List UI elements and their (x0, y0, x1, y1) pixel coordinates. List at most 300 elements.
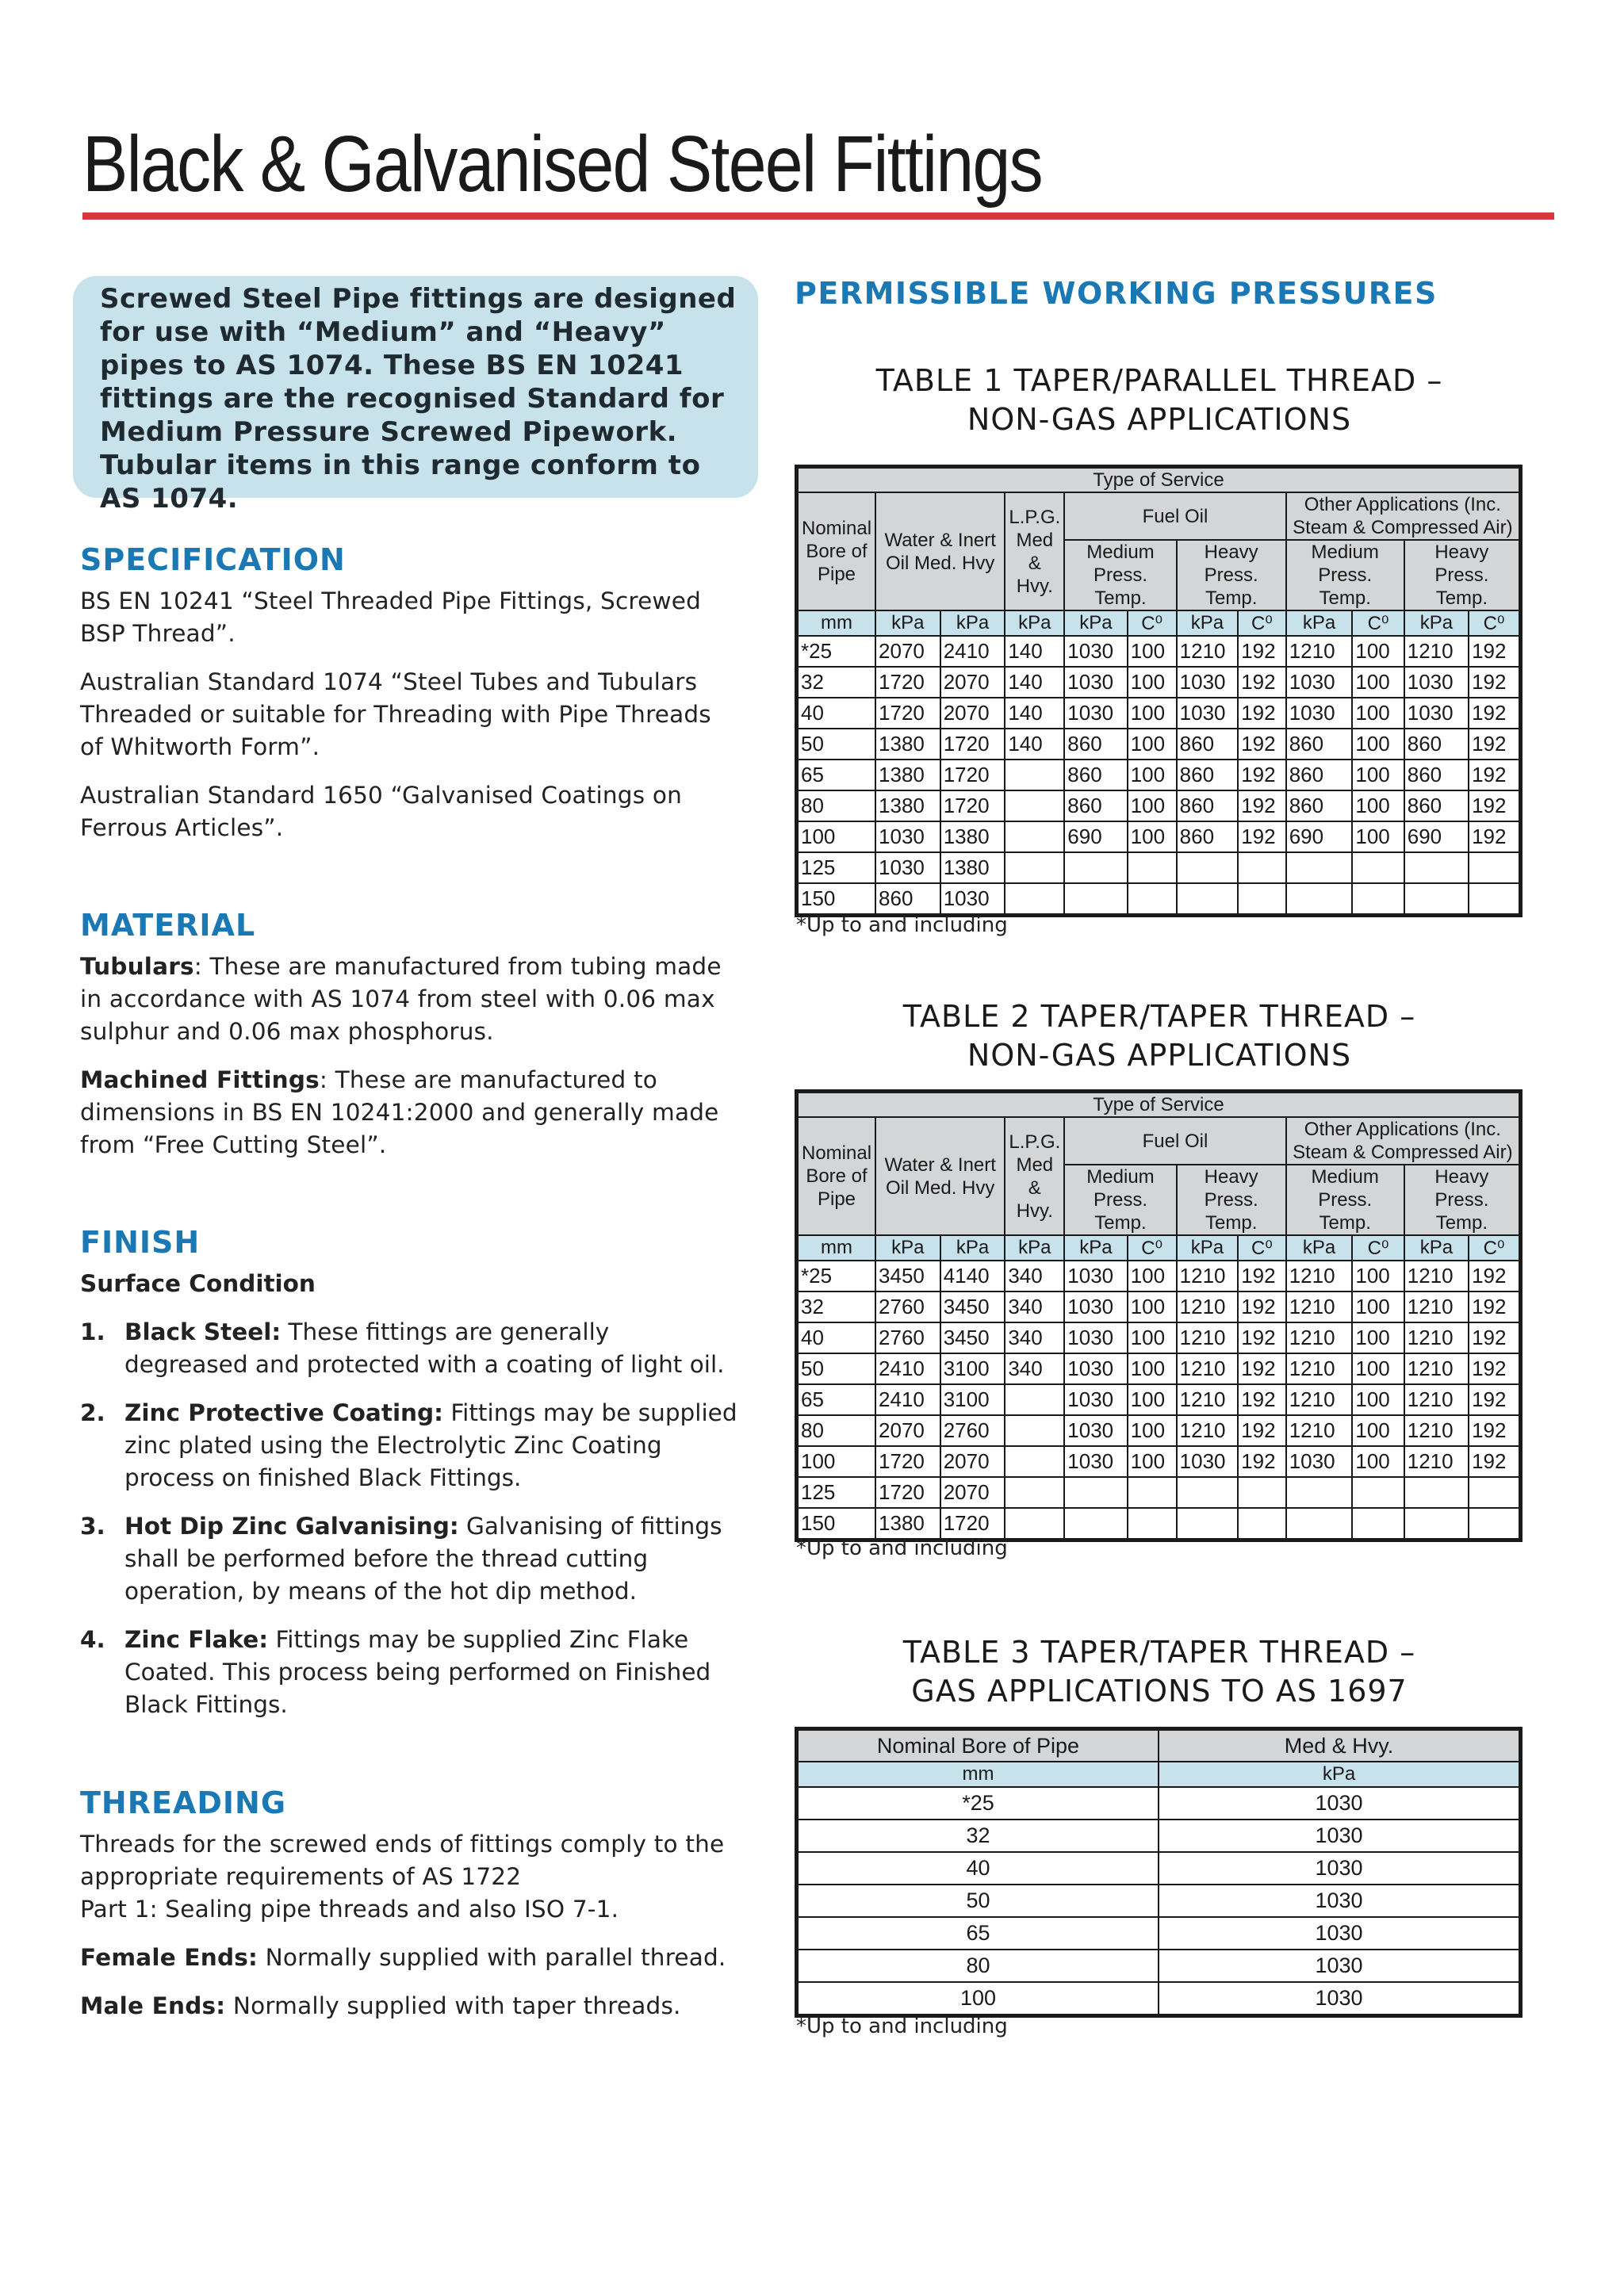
table-cell (1005, 883, 1064, 916)
medium-press-header: Medium Press. Temp. (1064, 540, 1176, 610)
unit-cell: kPa (875, 610, 940, 636)
table-cell: 860 (1286, 790, 1353, 821)
table-row (797, 1950, 1521, 1982)
table-cell: 1030 (1064, 1384, 1127, 1415)
table-cell: 100 (1128, 667, 1177, 698)
finish-text: These fittings are generally degreased and protected with a coating of light oil. (124, 1318, 725, 1378)
material-item (80, 1064, 738, 1161)
table-cell: 1210 (1177, 1322, 1239, 1353)
table-cell: 860 (1064, 760, 1127, 790)
unit-cell: C⁰ (1238, 610, 1286, 636)
table-cell: 125 (797, 852, 876, 883)
table-cell (1005, 1384, 1064, 1415)
table-cell: 2760 (940, 1415, 1005, 1446)
table-cell: 1210 (1286, 1415, 1353, 1446)
pressures-heading: PERMISSIBLE WORKING PRESSURES (795, 276, 1438, 311)
table3-footnote: *Up to and including (796, 2015, 1008, 2038)
finish-item (80, 1624, 738, 1721)
table-cell: 860 (1064, 790, 1127, 821)
table-cell: 340 (1005, 1292, 1064, 1322)
table-cell: 100 (1128, 1261, 1177, 1292)
table-cell: 1030 (1177, 1446, 1239, 1477)
table-row (797, 698, 1521, 729)
table-cell: 1030 (875, 821, 940, 852)
table-cell (1404, 852, 1469, 883)
finish-label: Hot Dip Zinc Galvanising: (124, 1513, 459, 1540)
lpg-header: L.P.G. Med & Hvy. (1005, 492, 1064, 610)
heavy-press-header: Heavy Press. Temp. (1177, 540, 1286, 610)
table-cell: 1210 (1286, 1384, 1353, 1415)
table-row (797, 1415, 1521, 1446)
table-cell: 1210 (1177, 1415, 1239, 1446)
unit-cell: kPa (1286, 1235, 1353, 1261)
table-title-line: GAS APPLICATIONS TO AS 1697 (911, 1674, 1408, 1709)
table-cell (1404, 883, 1469, 916)
heavy-press-header: Heavy Press. Temp. (1404, 540, 1521, 610)
table-cell: 2070 (940, 1446, 1005, 1477)
table-row (797, 883, 1521, 916)
unit-cell: kPa (1064, 610, 1127, 636)
table-cell: 1030 (1064, 636, 1127, 667)
material-section (80, 908, 738, 1177)
nominal-bore-header: Nominal Bore of Pipe (797, 1729, 1159, 1762)
table-cell: 1210 (1177, 636, 1239, 667)
unit-cell: C⁰ (1352, 1235, 1404, 1261)
threading-line: Part 1: Sealing pipe threads and also ISO 7-1. (80, 1896, 619, 1923)
table-cell: 1030 (1064, 1446, 1127, 1477)
table-cell: 2760 (875, 1322, 940, 1353)
table-cell: 1380 (875, 790, 940, 821)
table-cell: 1210 (1286, 636, 1353, 667)
unit-cell: kPa (1005, 1235, 1064, 1261)
table-row (797, 1917, 1521, 1950)
table-cell (1005, 1446, 1064, 1477)
table-cell: 2070 (940, 698, 1005, 729)
fuel-oil-header: Fuel Oil (1064, 1117, 1285, 1165)
threading-paragraph (80, 1828, 738, 1926)
table-cell: 1030 (1177, 667, 1239, 698)
table-cell (1469, 1508, 1520, 1540)
table-cell: 100 (1128, 790, 1177, 821)
table-cell: 1030 (1064, 1353, 1127, 1384)
table-cell (1238, 852, 1286, 883)
table-row (797, 1982, 1521, 2016)
table-cell (1404, 1477, 1469, 1508)
female-ends (80, 1942, 738, 1974)
finish-heading: FINISH (80, 1225, 201, 1260)
table-cell (1064, 1508, 1127, 1540)
medium-press-header: Medium Press. Temp. (1064, 1165, 1176, 1235)
table-row (797, 1508, 1521, 1540)
table-cell: 100 (1352, 1322, 1404, 1353)
table-cell: 1030 (1404, 698, 1469, 729)
unit-cell: C⁰ (1128, 1235, 1177, 1261)
unit-cell: kPa (1404, 1235, 1469, 1261)
table-cell: 100 (1352, 667, 1404, 698)
finish-subheading: Surface Condition (80, 1270, 316, 1297)
table-cell: 1210 (1404, 1292, 1469, 1322)
table-cell: 192 (1469, 760, 1520, 790)
finish-label: Zinc Protective Coating: (124, 1399, 443, 1426)
table-cell: 140 (1005, 698, 1064, 729)
unit-cell: kPa (1177, 610, 1239, 636)
table-cell: 100 (1128, 729, 1177, 760)
table-cell: 1720 (875, 667, 940, 698)
pressure-table-2 (795, 1089, 1522, 1542)
table-cell: 192 (1469, 1415, 1520, 1446)
table-cell: 192 (1469, 1353, 1520, 1384)
table-cell (1064, 852, 1127, 883)
table-cell: 1030 (1159, 1852, 1521, 1885)
table-cell: 192 (1238, 1415, 1286, 1446)
unit-cell: C⁰ (1469, 1235, 1520, 1261)
specification-section (80, 542, 738, 860)
unit-cell: C⁰ (1352, 610, 1404, 636)
table1-footnote: *Up to and including (796, 913, 1008, 937)
table-cell: 3100 (940, 1353, 1005, 1384)
table-cell (1177, 883, 1239, 916)
male-ends-label: Male Ends: (80, 1992, 226, 2019)
table-cell: 1030 (1064, 667, 1127, 698)
table-cell: 1210 (1404, 1322, 1469, 1353)
table-cell: 1210 (1177, 1384, 1239, 1415)
table-cell: 1030 (875, 852, 940, 883)
table-cell: 1030 (1159, 1950, 1521, 1982)
table-cell: 1030 (1159, 1982, 1521, 2016)
table-cell: 1210 (1404, 1353, 1469, 1384)
table-row (797, 1384, 1521, 1415)
fuel-oil-header: Fuel Oil (1064, 492, 1285, 540)
table-title-line: NON-GAS APPLICATIONS (967, 402, 1352, 437)
threading-heading: THREADING (80, 1785, 287, 1820)
table-cell: 1210 (1177, 1261, 1239, 1292)
other-applications-header: Other Applications (Inc. Steam & Compressed Air) (1286, 1117, 1521, 1165)
table-cell: 140 (1005, 636, 1064, 667)
table-cell: 192 (1469, 1292, 1520, 1322)
gas-pressure-table (795, 1727, 1522, 2018)
table-row (797, 790, 1521, 821)
medium-press-header: Medium Press. Temp. (1286, 540, 1404, 610)
item-number: 1. (80, 1318, 105, 1345)
finish-item (80, 1397, 738, 1494)
table-cell: 690 (1404, 821, 1469, 852)
nominal-bore-header: Nominal Bore of Pipe (797, 492, 876, 610)
table-cell: 40 (797, 1322, 876, 1353)
table-cell: 860 (1404, 790, 1469, 821)
table-cell (1064, 1477, 1127, 1508)
table-title-line: NON-GAS APPLICATIONS (967, 1038, 1352, 1073)
unit-cell: kPa (1177, 1235, 1239, 1261)
heavy-press-header: Heavy Press. Temp. (1404, 1165, 1521, 1235)
table-cell: 50 (797, 1885, 1159, 1917)
table-cell: 100 (1128, 636, 1177, 667)
table-cell (1352, 883, 1404, 916)
table-cell: 1720 (940, 760, 1005, 790)
spec-paragraph: BS EN 10241 “Steel Threaded Pipe Fittings, Screwed BSP Thread”. (80, 587, 702, 647)
unit-cell: kPa (1005, 610, 1064, 636)
table-cell: 192 (1238, 1292, 1286, 1322)
table-cell: 2410 (875, 1353, 940, 1384)
table-cell: 100 (797, 1982, 1159, 2016)
table-row (797, 729, 1521, 760)
table-cell: 80 (797, 1950, 1159, 1982)
table-cell: 1380 (875, 1508, 940, 1540)
table-cell: 40 (797, 698, 876, 729)
table-row (797, 1261, 1521, 1292)
table-cell: 860 (1177, 760, 1239, 790)
table-cell: 1720 (875, 698, 940, 729)
table-cell: 65 (797, 1384, 876, 1415)
table-cell (1286, 883, 1353, 916)
specification-heading: SPECIFICATION (80, 542, 346, 577)
table-cell: 1030 (1159, 1820, 1521, 1852)
type-of-service-header: Type of Service (797, 1092, 1521, 1118)
med-hvy-header: Med & Hvy. (1159, 1729, 1521, 1762)
table-cell: 2070 (940, 1477, 1005, 1508)
table-cell: 1030 (1064, 1415, 1127, 1446)
table-cell: 140 (1005, 667, 1064, 698)
table-cell: 150 (797, 1508, 876, 1540)
table-cell (1005, 760, 1064, 790)
table2-title (795, 997, 1524, 1075)
material-label: Machined Fittings (80, 1066, 320, 1093)
units-row (797, 610, 1521, 636)
table-title-line: TABLE 3 TAPER/TAPER THREAD – (902, 1635, 1416, 1670)
table-cell: *25 (797, 1787, 1159, 1820)
table-cell (1128, 852, 1177, 883)
table-row (797, 1292, 1521, 1322)
table-cell (1286, 1477, 1353, 1508)
unit-cell: mm (797, 1762, 1159, 1787)
table-cell: 100 (1128, 760, 1177, 790)
table-cell (1005, 1477, 1064, 1508)
table-cell: 192 (1238, 760, 1286, 790)
table-cell: 100 (1352, 1446, 1404, 1477)
unit-cell: kPa (1404, 610, 1469, 636)
finish-text: Fittings may be supplied Zinc Flake Coated. This process being performed on Finished Black Fittings. (124, 1626, 711, 1718)
table-cell: 100 (1352, 1384, 1404, 1415)
table-cell: 1210 (1177, 1292, 1239, 1322)
table-cell: 100 (1352, 636, 1404, 667)
table-cell: 340 (1005, 1322, 1064, 1353)
table-cell: 860 (1177, 821, 1239, 852)
table-cell: 1210 (1404, 1415, 1469, 1446)
table-cell: 1210 (1286, 1261, 1353, 1292)
finish-section (80, 1225, 738, 1737)
table-cell: 100 (1352, 698, 1404, 729)
unit-cell: C⁰ (1238, 1235, 1286, 1261)
table-cell: 860 (1064, 729, 1127, 760)
table-cell: 340 (1005, 1261, 1064, 1292)
table-cell: 100 (1128, 821, 1177, 852)
table-cell: 690 (1064, 821, 1127, 852)
item-number: 3. (80, 1513, 105, 1540)
table-cell: 100 (1352, 1415, 1404, 1446)
table-row (797, 1885, 1521, 1917)
table-cell: 192 (1238, 1384, 1286, 1415)
table-cell: 1380 (940, 821, 1005, 852)
table-cell: 100 (1128, 1415, 1177, 1446)
table-cell: 860 (1177, 729, 1239, 760)
table-body (797, 636, 1521, 916)
unit-cell: kPa (940, 610, 1005, 636)
table-cell (1005, 821, 1064, 852)
table-cell: 1030 (1159, 1787, 1521, 1820)
table-row (797, 760, 1521, 790)
table-cell (1469, 1477, 1520, 1508)
table-cell (1177, 1508, 1239, 1540)
table-cell (1352, 1477, 1404, 1508)
table-cell: 860 (1177, 790, 1239, 821)
table-cell: 100 (1128, 1353, 1177, 1384)
unit-cell: C⁰ (1469, 610, 1520, 636)
table-cell: 4140 (940, 1261, 1005, 1292)
table-title-line: TABLE 1 TAPER/PARALLEL THREAD – (875, 363, 1443, 398)
table-cell: 40 (797, 1852, 1159, 1885)
table-cell: 192 (1238, 821, 1286, 852)
nominal-bore-header: Nominal Bore of Pipe (797, 1117, 876, 1235)
table-cell: 100 (1128, 1384, 1177, 1415)
unit-cell: C⁰ (1128, 610, 1177, 636)
female-ends-label: Female Ends: (80, 1944, 259, 1971)
table-cell: 1210 (1404, 636, 1469, 667)
table-cell: 3450 (940, 1292, 1005, 1322)
page-title: Black & Galvanised Steel Fittings (82, 120, 1042, 209)
table-row (797, 1353, 1521, 1384)
table-cell: 192 (1238, 1261, 1286, 1292)
threading-section (80, 1785, 738, 2038)
intro-callout: Screwed Steel Pipe fittings are designed for use with “Medium” and “Heavy” pipes to AS 1074. These BS EN 10241 fittings are the recognised Standard for Medium Pressure Screwed Pipework. Tubular items in this range conform to AS 1074. (73, 276, 758, 498)
table-cell: 32 (797, 1820, 1159, 1852)
table-cell: 2410 (940, 636, 1005, 667)
table-body (797, 1261, 1521, 1540)
material-text: : These are manufactured to dimensions in BS EN 10241:2000 and generally made from “Free Cutting Steel”. (80, 1066, 719, 1158)
table-cell (1352, 1508, 1404, 1540)
table-cell (1238, 1508, 1286, 1540)
table-cell (1005, 790, 1064, 821)
table-cell (1128, 883, 1177, 916)
table-cell: 1380 (875, 729, 940, 760)
table-cell: 192 (1238, 729, 1286, 760)
table-cell: 1030 (1177, 698, 1239, 729)
water-header: Water & Inert Oil Med. Hvy (875, 1117, 1005, 1235)
table-cell: 3100 (940, 1384, 1005, 1415)
table-cell: 125 (797, 1477, 876, 1508)
spec-paragraph: Australian Standard 1074 “Steel Tubes and Tubulars Threaded or suitable for Threading with Pipe Threads of Whitworth Form”. (80, 668, 711, 760)
table-cell (1238, 883, 1286, 916)
units-row (797, 1762, 1521, 1787)
table-row (797, 1787, 1521, 1820)
other-applications-header: Other Applications (Inc. Steam & Compressed Air) (1286, 492, 1521, 540)
table-cell: 1030 (1064, 1261, 1127, 1292)
table-cell: 340 (1005, 1353, 1064, 1384)
finish-item (80, 1510, 738, 1608)
table-cell: 50 (797, 729, 876, 760)
type-of-service-header: Type of Service (797, 467, 1521, 493)
table-cell: 192 (1238, 698, 1286, 729)
table-cell: 100 (1128, 1292, 1177, 1322)
table-cell: 860 (1404, 760, 1469, 790)
female-ends-text: Normally supplied with parallel thread. (258, 1944, 726, 1971)
finish-label: Zinc Flake: (124, 1626, 269, 1653)
table-cell: 192 (1469, 729, 1520, 760)
unit-cell: kPa (1159, 1762, 1521, 1787)
table-cell: 1210 (1286, 1292, 1353, 1322)
unit-cell: kPa (940, 1235, 1005, 1261)
table-cell: 100 (1352, 790, 1404, 821)
finish-text: Fittings may be supplied zinc plated using the Electrolytic Zinc Coating process on finished Black Fittings. (124, 1399, 737, 1491)
unit-cell: mm (797, 1235, 876, 1261)
lpg-header: L.P.G. Med & Hvy. (1005, 1117, 1064, 1235)
table-cell: 690 (1286, 821, 1353, 852)
table-cell: 1380 (875, 760, 940, 790)
table-row (797, 667, 1521, 698)
table-cell: 100 (1128, 1322, 1177, 1353)
heavy-press-header: Heavy Press. Temp. (1177, 1165, 1286, 1235)
table-cell: 1210 (1404, 1261, 1469, 1292)
table-cell: 1030 (1286, 698, 1353, 729)
table-body (797, 1787, 1521, 2016)
table-cell (1005, 1415, 1064, 1446)
item-number: 4. (80, 1626, 105, 1653)
table-cell (1404, 1508, 1469, 1540)
table-cell: 192 (1238, 1446, 1286, 1477)
table-row (797, 1852, 1521, 1885)
table-cell: 100 (1352, 1353, 1404, 1384)
table-cell: 2070 (875, 636, 940, 667)
table-cell: 2410 (875, 1384, 940, 1415)
medium-press-header: Medium Press. Temp. (1286, 1165, 1404, 1235)
table-cell: 1720 (875, 1446, 940, 1477)
table-cell: 140 (1005, 729, 1064, 760)
table-cell (1128, 1508, 1177, 1540)
table-row (797, 1477, 1521, 1508)
unit-cell: kPa (1286, 610, 1353, 636)
table-cell: 1720 (940, 790, 1005, 821)
table-cell: 1030 (1159, 1885, 1521, 1917)
table-cell: 1030 (1064, 1322, 1127, 1353)
table-cell (1005, 852, 1064, 883)
table-cell: 150 (797, 883, 876, 916)
table-cell: 1030 (940, 883, 1005, 916)
table-cell: 1210 (1404, 1446, 1469, 1477)
table-cell: 2070 (940, 667, 1005, 698)
table-row (797, 1322, 1521, 1353)
table-cell (1177, 852, 1239, 883)
table-cell: 192 (1469, 1384, 1520, 1415)
table-cell: 192 (1238, 667, 1286, 698)
table-cell: 860 (1286, 729, 1353, 760)
table-cell (1352, 852, 1404, 883)
table1-title (795, 362, 1524, 439)
table-cell: 1210 (1286, 1322, 1353, 1353)
table-cell: *25 (797, 1261, 876, 1292)
table-cell: 80 (797, 790, 876, 821)
table-cell: 100 (1352, 1292, 1404, 1322)
male-ends (80, 1990, 738, 2022)
spec-paragraph: Australian Standard 1650 “Galvanised Coatings on Ferrous Articles”. (80, 782, 683, 841)
table-row (797, 852, 1521, 883)
table-row (797, 1820, 1521, 1852)
material-label: Tubulars (80, 953, 194, 980)
table-cell: 1210 (1404, 1384, 1469, 1415)
table-cell: 3450 (875, 1261, 940, 1292)
table-cell (1128, 1477, 1177, 1508)
table-cell (1005, 1508, 1064, 1540)
table-row (797, 821, 1521, 852)
table-cell (1177, 1477, 1239, 1508)
table-cell (1469, 852, 1520, 883)
